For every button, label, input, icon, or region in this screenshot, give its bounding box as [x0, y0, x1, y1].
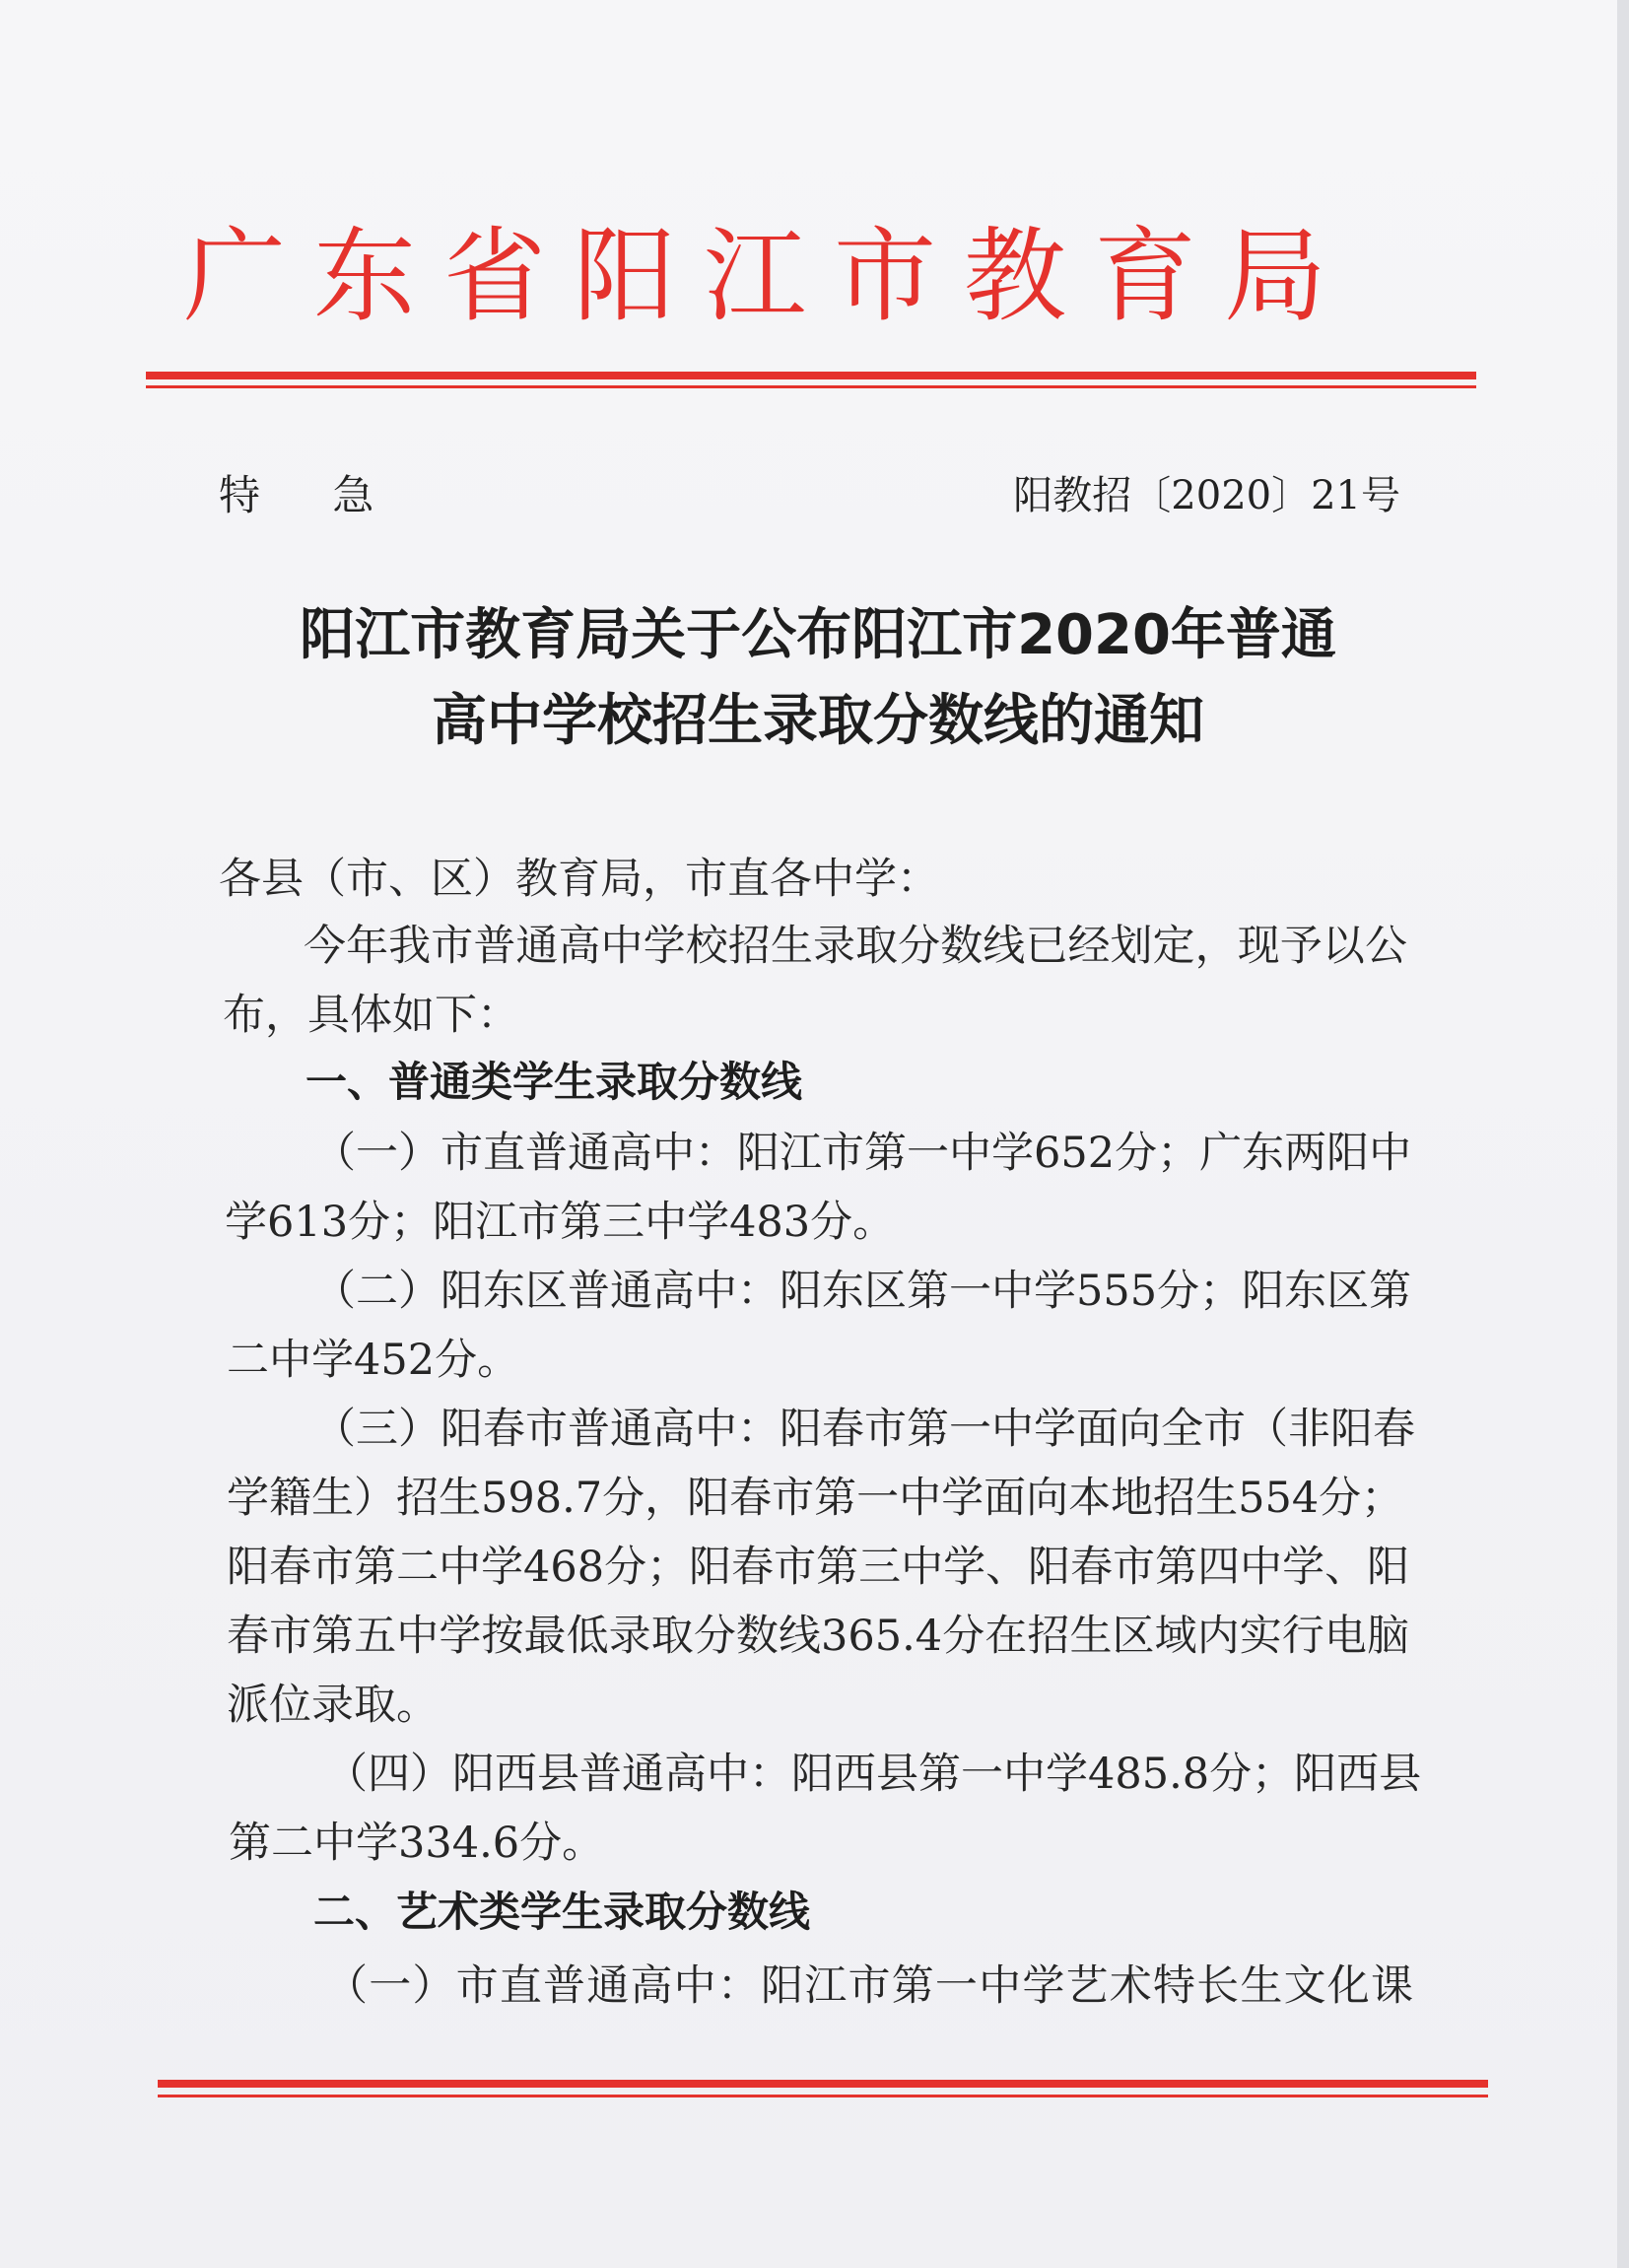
intro-line: 今年我市普通高中学校招生录取分数线已经划定，现予以公: [304, 922, 1407, 971]
document-number: 阳教招〔2020〕21号: [1013, 473, 1400, 518]
footer-red-rule-thin: [158, 2095, 1488, 2097]
agency-header-title: 广东省阳江市教育局: [182, 216, 1354, 336]
paragraph-line: 春市第五中学按最低录取分数线365.4分在招生区域内实行电脑: [227, 1612, 1409, 1661]
paragraph-line: （四）阳西县普通高中：阳西县第一中学485.8分；阳西县: [325, 1750, 1422, 1799]
paragraph-line: （一）市直普通高中：阳江市第一中学艺术特长生文化课: [325, 1961, 1413, 2011]
paragraph-line: 阳春市第二中学468分；阳春市第三中学、阳春市第四中学、阳: [227, 1543, 1410, 1592]
header-red-rule-thick: [146, 372, 1476, 379]
paragraph-line: 二中学452分。: [227, 1336, 520, 1385]
paragraph-line: （三）阳春市普通高中：阳春市第一中学面向全市（非阳春: [313, 1405, 1415, 1454]
intro-line: 布，具体如下：: [223, 991, 519, 1040]
paragraph-line: 学籍生）招生598.7分，阳春市第一中学面向本地招生554分；: [227, 1474, 1404, 1523]
paragraph-line: （一）市直普通高中：阳江市第一中学652分；广东两阳中: [313, 1129, 1412, 1178]
section-heading-arts: 二、艺术类学生录取分数线: [313, 1888, 811, 1936]
notice-title-line-2: 高中学校招生录取分数线的通知: [432, 689, 1204, 753]
paragraph-line: 第二中学334.6分。: [229, 1819, 605, 1868]
paragraph-line: 学613分；阳江市第三中学483分。: [225, 1198, 896, 1247]
section-heading-regular: 一、普通类学生录取分数线: [305, 1058, 803, 1106]
urgency-label: 特 急: [219, 471, 404, 519]
notice-title-line-1: 阳江市教育局关于公布阳江市2020年普通: [300, 603, 1336, 667]
header-red-rule-thin: [146, 385, 1476, 388]
footer-red-rule-thick: [158, 2080, 1488, 2088]
paragraph-line: 派位录取。: [227, 1681, 439, 1730]
scan-edge: [1617, 0, 1629, 2268]
salutation: 各县（市、区）教育局，市直各中学：: [219, 855, 939, 904]
paragraph-line: （二）阳东区普通高中：阳东区第一中学555分；阳东区第: [313, 1267, 1412, 1316]
